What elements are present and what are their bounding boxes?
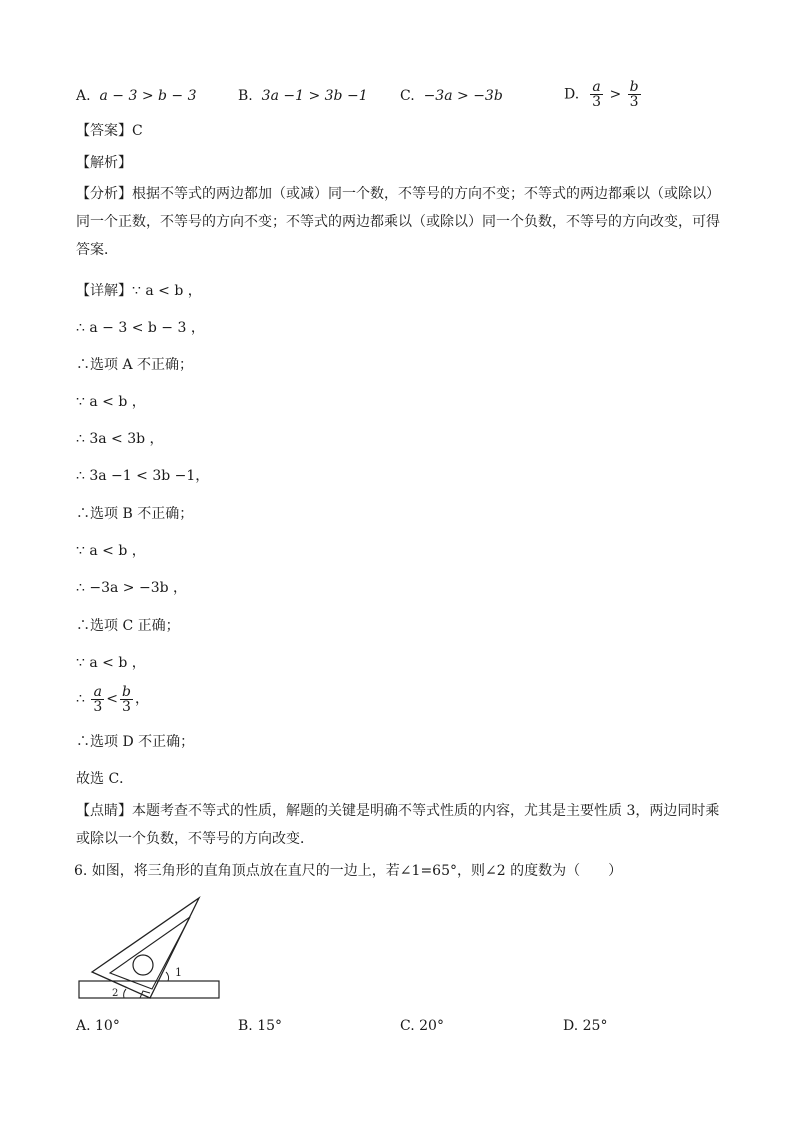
frac-num: b (122, 683, 131, 700)
q5-option-a (76, 88, 197, 104)
fraction (91, 685, 104, 714)
fenxi-paragraph (76, 180, 726, 264)
answer-tag: 【答案】 (76, 123, 132, 139)
triangle-ruler-figure (76, 892, 226, 1004)
frac-num: a (590, 80, 603, 95)
option-letter: C. (400, 1018, 415, 1034)
option-rhs: −3b (473, 88, 503, 104)
option-op: > (141, 88, 154, 104)
frac-den: 3 (93, 698, 103, 715)
fraction (628, 80, 641, 109)
analysis-header (76, 153, 132, 173)
frac-den: 3 (592, 94, 602, 110)
frac-suffix: ， (135, 691, 149, 707)
step-line (76, 769, 133, 789)
option-letter: D. (563, 1018, 579, 1034)
step: ∴ −3a > −3b ， (76, 580, 188, 596)
step-line (76, 392, 146, 412)
step: ∵ a < b ， (76, 543, 146, 559)
q5-option-d (564, 80, 643, 109)
step-line (76, 653, 146, 673)
angle-1-label: 1 (175, 966, 182, 979)
frac-den: 3 (629, 94, 639, 110)
step: ∵ a < b ， (132, 283, 202, 299)
option-letter: B. (238, 1018, 253, 1034)
step: ∴选项 A 不正确； (76, 357, 194, 373)
option-op: > (457, 88, 469, 104)
option-lhs: 3a −1 (261, 88, 304, 104)
step: ∴选项 C 正确； (76, 618, 180, 634)
option-value: 25° (582, 1018, 608, 1034)
option-op: > (609, 86, 622, 103)
ruler-shape (79, 981, 219, 998)
step-line (76, 429, 164, 449)
step-line (76, 541, 146, 561)
q6-option-d (563, 1018, 607, 1034)
option-lhs: −3a (423, 88, 453, 104)
triangle-hole (133, 955, 153, 975)
frac-op: < (106, 691, 119, 707)
option-op: > (308, 88, 321, 104)
q5-option-c (400, 88, 503, 104)
step: ∵ a < b ， (76, 394, 146, 410)
frac-num: b (629, 79, 639, 95)
step: ∵ a < b ， (76, 655, 146, 671)
detail-tag: 【详解】 (76, 283, 132, 299)
step: 故选 C． (76, 771, 134, 787)
angle-2-label: 2 (112, 988, 119, 999)
option-letter: D. (564, 86, 580, 103)
frac-num: a (91, 685, 104, 700)
step-line (76, 732, 194, 752)
frac-step-line (76, 682, 149, 716)
angle-1-arc (166, 972, 169, 981)
step-line (76, 578, 187, 598)
therefore-symbol: ∴ (76, 691, 85, 707)
option-letter: A. (76, 88, 91, 104)
option-lhs: a − 3 (99, 88, 138, 104)
step-line (76, 616, 180, 636)
q6-option-a (76, 1018, 120, 1034)
step-line (76, 318, 205, 338)
step: ∴ 3a −1 < 3b −1， (76, 468, 210, 484)
q6-text: 6. 如图，将三角形的直角顶点放在直尺的一边上，若∠1=65°，则∠2 的度数为（ ） (74, 863, 623, 879)
option-value: 10° (95, 1018, 120, 1034)
step-line (76, 504, 193, 524)
fraction (590, 80, 603, 109)
option-letter: B. (238, 88, 253, 104)
frac-den: 3 (122, 698, 131, 715)
q6-option-c (400, 1018, 444, 1034)
q6-stem (74, 861, 622, 881)
answer-value: C (132, 123, 143, 139)
step-line (76, 355, 193, 375)
option-value: 15° (257, 1018, 283, 1034)
detail-line (76, 281, 202, 301)
review-tag: 【点睛】 (76, 803, 132, 819)
step: ∴选项 D 不正确； (76, 734, 195, 750)
fenxi-tag: 【分析】 (76, 186, 132, 202)
fraction (120, 685, 133, 714)
analysis-tag: 【解析】 (76, 155, 132, 171)
step: ∴ 3a < 3b ， (76, 431, 164, 447)
step-line (76, 466, 209, 486)
review-paragraph (76, 797, 726, 853)
q6-option-b (238, 1018, 282, 1034)
option-letter: A. (76, 1018, 91, 1034)
option-rhs: 3b −1 (324, 88, 368, 104)
option-value: 20° (419, 1018, 444, 1034)
step: ∴选项 B 不正确； (76, 506, 194, 522)
option-letter: C. (400, 88, 415, 104)
review-text: 本题考查不等式的性质，解题的关键是明确不等式性质的内容，尤其是主要性质 3，两边同时乘或除以一个负数，不等号的方向改变． (76, 803, 720, 847)
answer-line (76, 121, 143, 141)
step: ∴ a − 3 < b − 3 ， (76, 320, 205, 336)
fenxi-text: 根据不等式的两边都加（或减）同一个数，不等号的方向不变；不等式的两边都乘以（或除以）同一个正数，不等号的方向不变；不等式的两边都乘以（或除以）同一个负数，不等号的方向改变，可得答案． (76, 186, 720, 258)
q5-option-b (238, 88, 368, 104)
option-rhs: b − 3 (158, 88, 197, 104)
